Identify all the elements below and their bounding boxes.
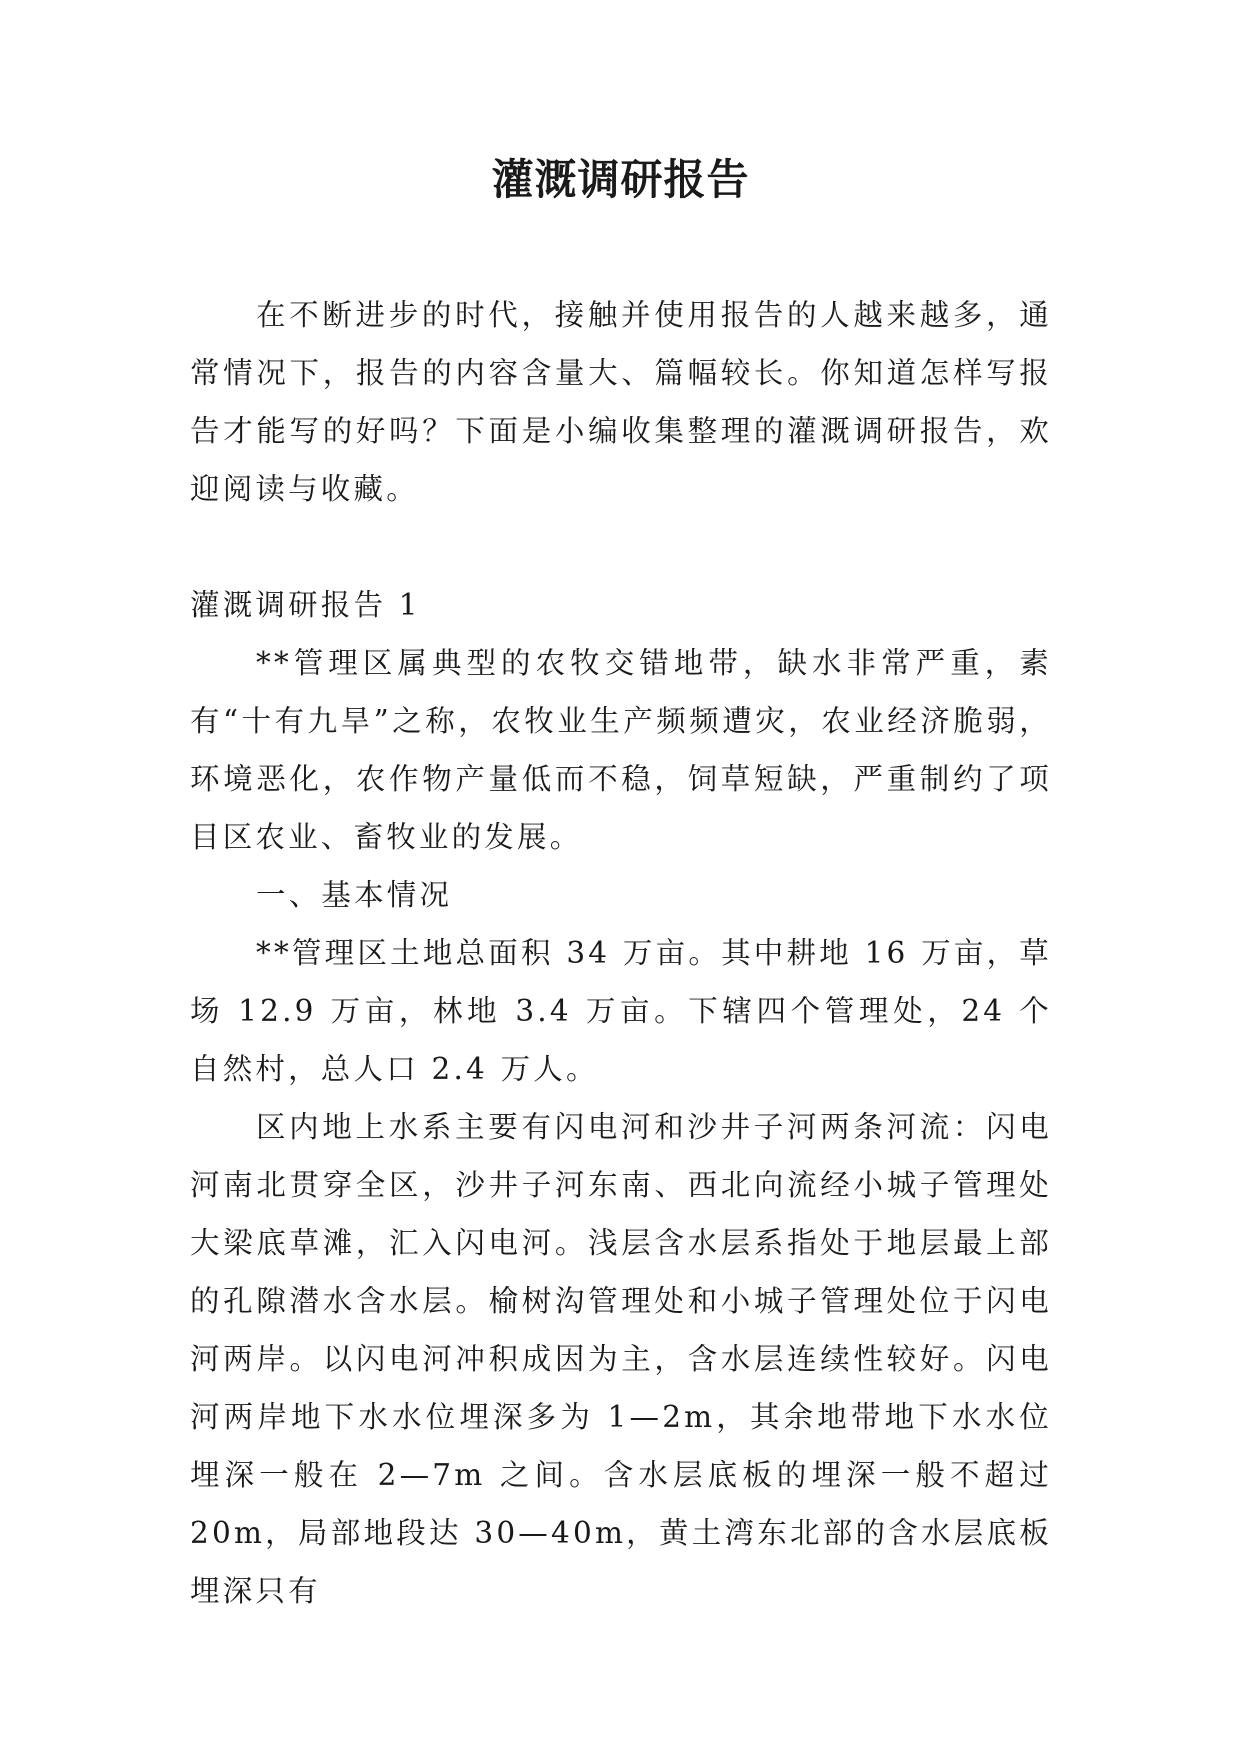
intro-block [190, 286, 1052, 518]
section-heading: 灌溉调研报告 1 [190, 588, 421, 622]
document-title: 灌溉调研报告 [491, 155, 750, 204]
intro-paragraph: 在不断进步的时代，接触并使用报告的人越来越多，通常情况下，报告的内容含量大、篇幅较长。你知道怎样写报告才能写的好吗？下面是小编收集整理的灌溉调研报告，欢迎阅读与收藏。 [190, 298, 1052, 506]
report-section [190, 576, 1052, 1620]
body-paragraph: **管理区属典型的农牧交错地带，缺水非常严重，素有“十有九旱”之称，农牧业生产频频遭灾，农业经济脆弱，环境恶化，农作物产量低而不稳，饲草短缺，严重制约了项目区农业、畜牧业的发展。 [190, 646, 1052, 854]
subsection-heading: 一、基本情况 [256, 878, 453, 912]
body-paragraph: **管理区土地总面积 34 万亩。其中耕地 16 万亩，草场 12.9 万亩，林地 3.4 万亩。下辖四个管理处，24 个自然村，总人口 2.4 万人。 [190, 936, 1052, 1086]
body-paragraph: 区内地上水系主要有闪电河和沙井子河两条河流：闪电河南北贯穿全区，沙井子河东南、西北向流经小城子管理处大梁底草滩，汇入闪电河。浅层含水层系指处于地层最上部的孔隙潜水含水层。榆树沟管理处和小城子管理处位于闪电河两岸。以闪电河冲积成因为主，含水层连续性较好。闪电河两岸地下水水位埋深多为 1—2m，其余地带地下水水位埋深一般在 2—7m 之间。含水层底板的埋深一般不超过 20m，局部地段达 30—40m，黄土湾东北部的含水层底板埋深只有 [190, 1110, 1052, 1608]
